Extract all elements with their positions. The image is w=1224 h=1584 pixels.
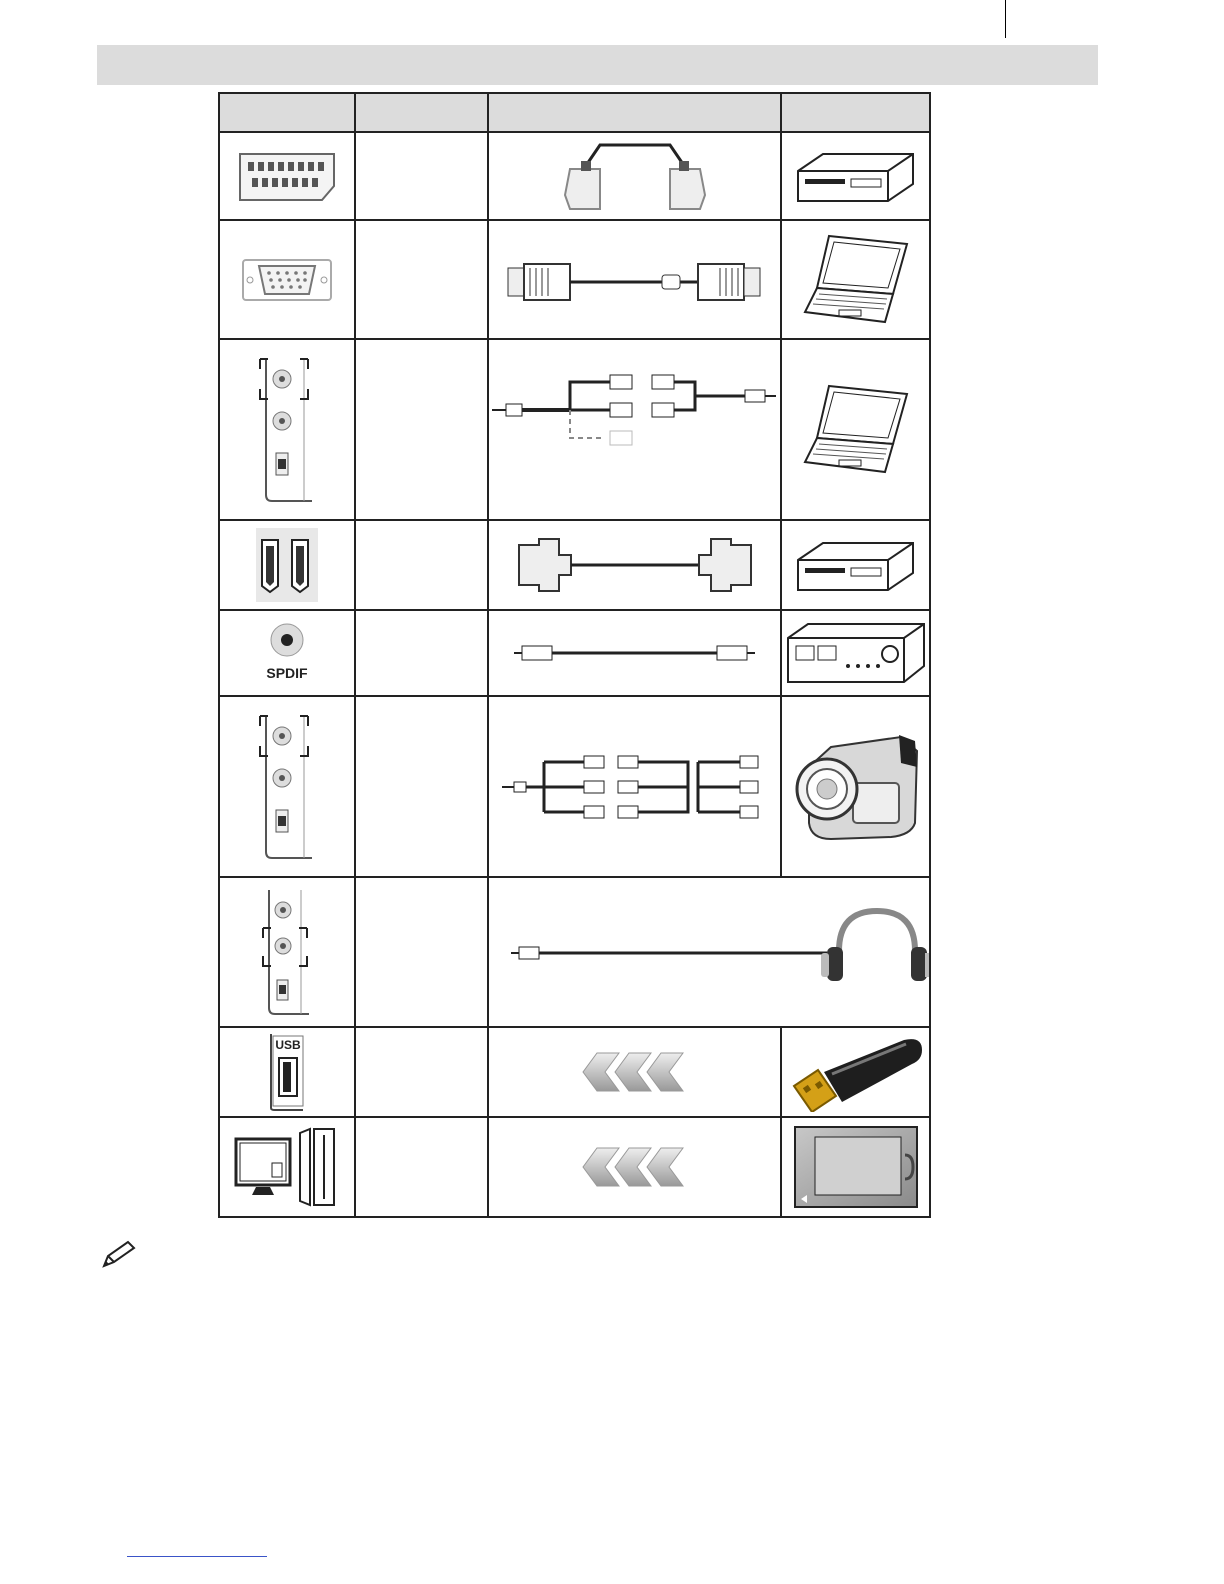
laptop-icon <box>781 339 930 520</box>
dvd-recorder-icon <box>781 520 930 610</box>
insert-arrows-icon <box>488 1027 781 1117</box>
vga-cable-icon <box>488 220 781 339</box>
insert-arrows-icon <box>488 1117 781 1217</box>
usb-text: USB <box>275 1038 301 1052</box>
side-av-panel-icon <box>219 696 355 877</box>
side-av-label <box>355 696 488 877</box>
table-row <box>219 1117 930 1217</box>
table-row <box>219 696 930 877</box>
table-row <box>219 610 930 696</box>
footer-link-underline[interactable] <box>127 1556 267 1557</box>
connection-table <box>218 92 931 1218</box>
camcorder-icon <box>781 696 930 877</box>
table-row <box>219 520 930 610</box>
scart-cable-icon <box>488 132 781 220</box>
table-row <box>219 132 930 220</box>
side-av-panel-icon <box>219 339 355 520</box>
scart-label <box>355 132 488 220</box>
header-connector <box>219 93 355 132</box>
headphone-cable-icon <box>488 877 930 1027</box>
table-row <box>219 220 930 339</box>
audio-split-cable-icon <box>488 339 781 520</box>
spdif-text: SPDIF <box>266 665 308 681</box>
coaxial-cable-icon <box>488 610 781 696</box>
table-row <box>219 877 930 1027</box>
header-device <box>781 93 930 132</box>
page-top-rule <box>1005 0 1006 38</box>
hdmi-label <box>355 520 488 610</box>
header-type <box>355 93 488 132</box>
usb-label <box>355 1027 488 1117</box>
ci-label <box>355 1117 488 1217</box>
pencil-note-icon <box>100 1240 136 1275</box>
vga-label <box>355 220 488 339</box>
usb-stick-icon <box>781 1027 930 1117</box>
table-row <box>219 1027 930 1117</box>
ci-slot-icon <box>219 1117 355 1217</box>
section-header-band <box>97 45 1098 85</box>
table-header-row <box>219 93 930 132</box>
hdmi-sockets-icon <box>219 520 355 610</box>
headphone-label <box>355 877 488 1027</box>
spdif-label <box>355 610 488 696</box>
hdmi-cable-icon <box>488 520 781 610</box>
side-av-panel-icon <box>219 877 355 1027</box>
table-row <box>219 339 930 520</box>
headphones-icon <box>839 911 915 951</box>
usb-socket-icon <box>219 1027 355 1117</box>
dvd-recorder-icon <box>781 132 930 220</box>
pc-audio-label <box>355 339 488 520</box>
header-cables <box>488 93 781 132</box>
laptop-icon <box>781 220 930 339</box>
vga-socket-icon <box>219 220 355 339</box>
av-split-cable-icon <box>488 696 781 877</box>
amplifier-icon <box>781 610 930 696</box>
scart-socket-icon <box>219 132 355 220</box>
ci-module-icon <box>781 1117 930 1217</box>
spdif-socket-icon <box>219 610 355 696</box>
